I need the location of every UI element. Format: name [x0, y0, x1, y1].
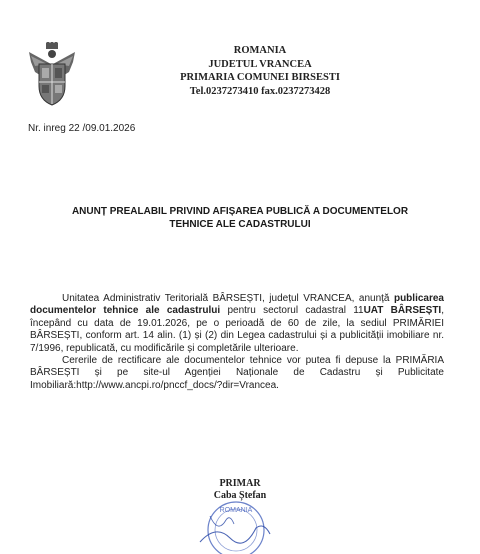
signature-name: Caba Ștefan: [213, 490, 267, 501]
romania-coat-of-arms-icon: [27, 42, 77, 108]
letterhead: [150, 44, 370, 98]
official-stamp-icon: [196, 494, 274, 554]
signature-role: PRIMAR: [219, 478, 261, 489]
header-institution: PRIMARIA COMUNEI BIRSESTI: [180, 72, 340, 83]
header-country: ROMANIA: [233, 45, 287, 56]
paragraph1-bold2: UAT BÂRSEȘTI: [363, 305, 442, 317]
header-county: JUDETUL VRANCEA: [208, 58, 312, 70]
paragraph1-part1: Unitatea Administrativ Teritorială BÂRSEȘTI, județul VRANCEA, anunță: [62, 293, 394, 304]
paragraph-rectification: Cererile de rectificare ale documentelor tehnice vor putea fi depuse la PRIMĂRIA BÂRSEȘTI și pe site-ul Agenției Naționale de Cadastru și Publicitate Imobiliară:http://www.ancpi.ro/pnccf_docs/?dir=Vrancea.: [30, 355, 444, 391]
paragraph-announcement: [30, 293, 444, 355]
paragraph1-part2: pentru sectorul cadastral 11: [220, 305, 364, 317]
paragraph1-part3: , începând cu data de 19.01.2026, pe o perioadă de 60 de zile, la sediul PRIMĂRIEI BÂRSEȘTI, conform art. 14 alin. (1) și (2) din Legea cadastrului și a publicității imobiliare nr. 7/1996, republicată, cu modificările și completările ulterioare.: [30, 305, 444, 354]
paragraph1-bold1: publicarea documentelor tehnice ale cadastrului: [30, 293, 444, 317]
header-contact: Tel.0237273410 fax.0237273428: [189, 85, 331, 97]
document-body: [30, 293, 444, 392]
registration-number: Nr. inreg 22 /09.01.2026: [28, 123, 136, 134]
stamp-text: ROMANIA: [219, 507, 253, 514]
document-title-line2: TEHNICE ALE CADASTRULUI: [169, 219, 311, 230]
document-title: [30, 205, 450, 231]
document-title-line1: ANUNȚ PREALABIL PRIVIND AFIȘAREA PUBLICĂ A DOCUMENTELOR: [71, 206, 409, 217]
